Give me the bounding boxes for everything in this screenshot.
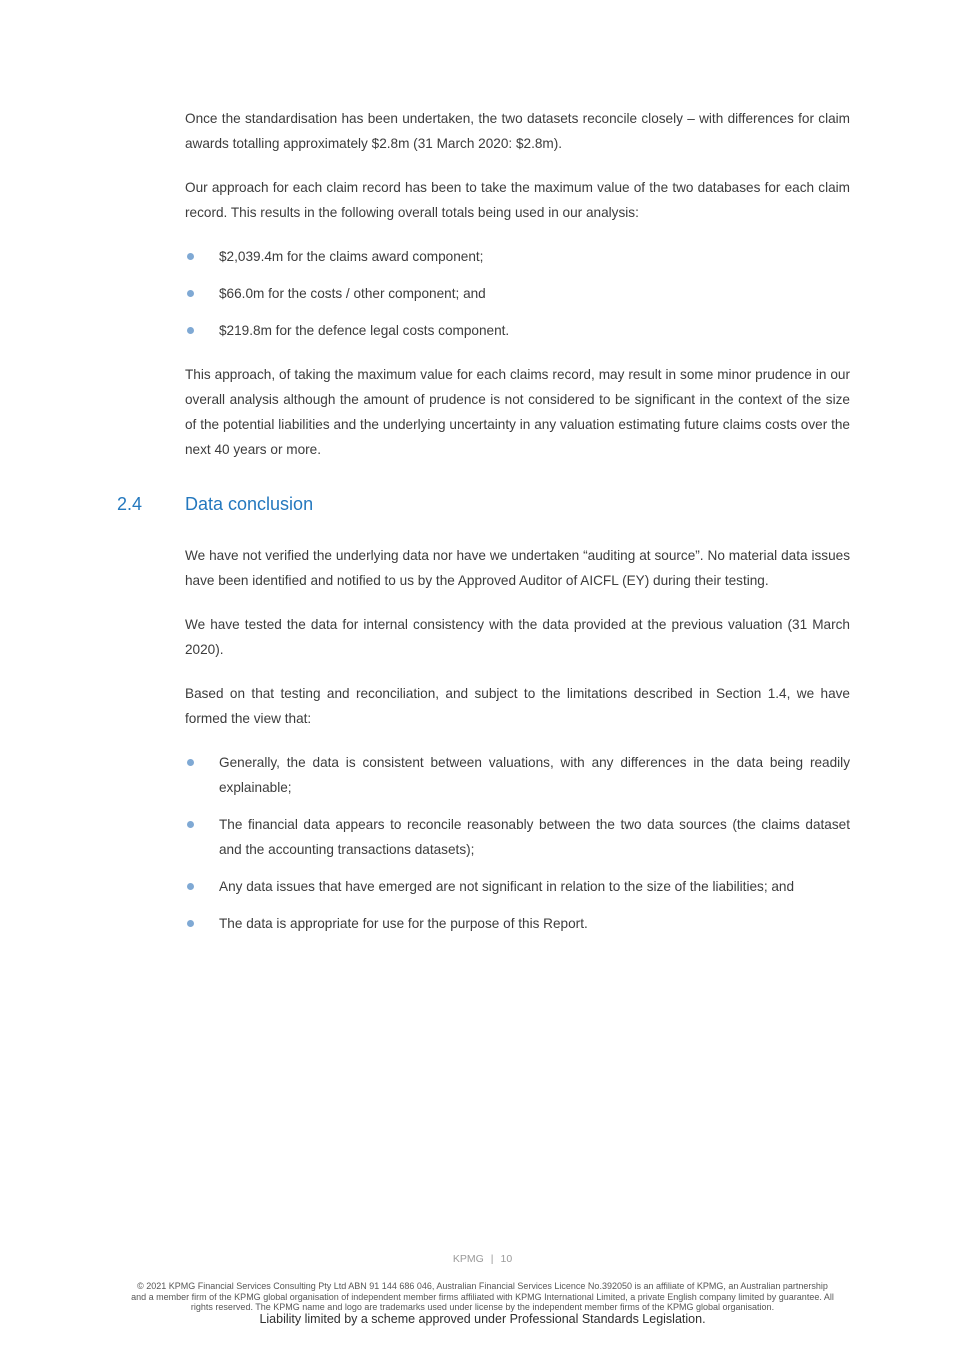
bullet-icon: [187, 821, 194, 828]
paragraph-approach: Our approach for each claim record has been to take the maximum value of the two databases for each claim record. This results in the following overall totals being used in our analysis:: [185, 180, 850, 220]
page-number: 10: [500, 1253, 513, 1265]
paragraph-based-on-testing: Based on that testing and reconciliation, and subject to the limitations described in Section 1.4, we have formed the view that:: [185, 686, 850, 726]
list-item: [185, 911, 850, 936]
bullet-icon: [187, 290, 194, 297]
bullet-icon: [187, 253, 194, 260]
bullet-icon: [187, 327, 194, 334]
bullet-icon: [187, 920, 194, 927]
list-item-text: $2,039.4m for the claims award component;: [219, 249, 484, 264]
bullet-icon: [187, 759, 194, 766]
liability-statement: Liability limited by a scheme approved under Professional Standards Legislation.: [259, 1312, 706, 1326]
list-item-text: The data is appropriate for use for the purpose of this Report.: [219, 916, 588, 931]
list-item: [185, 281, 850, 306]
section-heading: [117, 492, 850, 516]
section-number: 2.4: [117, 494, 143, 514]
list-item: [185, 750, 850, 800]
copyright-notice: © 2021 KPMG Financial Services Consulting Pty Ltd ABN 91 144 686 046, Australian Financial Services Licence No.392050 is an affiliate of KPMG, an Australian partnership and a member firm of the KPMG global organisation of independent member firms affiliated with KPMG International Limited, a private English company limited by guarantee. All rights reserved. The KPMG name and logo are trademarks used under license by the independent member firms of the KPMG global organisation.: [131, 1281, 834, 1312]
page-number-line: [0, 1253, 965, 1265]
list-item-text: $66.0m for the costs / other component; and: [219, 286, 486, 301]
paragraph-reconciliation: Once the standardisation has been undertaken, the two datasets reconcile closely – with differences for claim awards totalling approximately $2.8m (31 March 2020: $2.8m).: [185, 111, 850, 151]
paragraph-not-verified: We have not verified the underlying data nor have we undertaken “auditing at source”. No material data issues have been identified and notified to us by the Approved Auditor of AICFL (EY) during their testing.: [185, 548, 850, 588]
footer-brand: KPMG: [452, 1253, 484, 1265]
paragraph-prudence: This approach, of taking the maximum value for each claims record, may result in some minor prudence in our overall analysis although the amount of prudence is not considered to be significant in the context of the size of the potential liabilities and the underlying uncertainty in any valuation estimating future claims costs over the next 40 years or more.: [185, 367, 850, 457]
list-item: [185, 874, 850, 899]
bullet-list-conclusions: [185, 750, 850, 936]
footer-separator: |: [490, 1253, 494, 1265]
report-body: [117, 106, 850, 955]
list-item-text: $219.8m for the defence legal costs component.: [219, 323, 510, 338]
bullet-icon: [187, 883, 194, 890]
list-item-text: Generally, the data is consistent between valuations, with any differences in the data being readily explainable;: [219, 755, 850, 795]
bullet-list-totals: [185, 244, 850, 343]
list-item: [185, 812, 850, 862]
list-item: [185, 318, 850, 343]
list-item: [185, 244, 850, 269]
paragraph-tested: We have tested the data for internal consistency with the data provided at the previous valuation (31 March 2020).: [185, 617, 850, 657]
list-item-text: Any data issues that have emerged are not significant in relation to the size of the liabilities; and: [219, 879, 795, 894]
section-title: Data conclusion: [185, 494, 314, 514]
list-item-text: The financial data appears to reconcile reasonably between the two data sources (the claims dataset and the accounting transactions datasets);: [219, 817, 850, 857]
